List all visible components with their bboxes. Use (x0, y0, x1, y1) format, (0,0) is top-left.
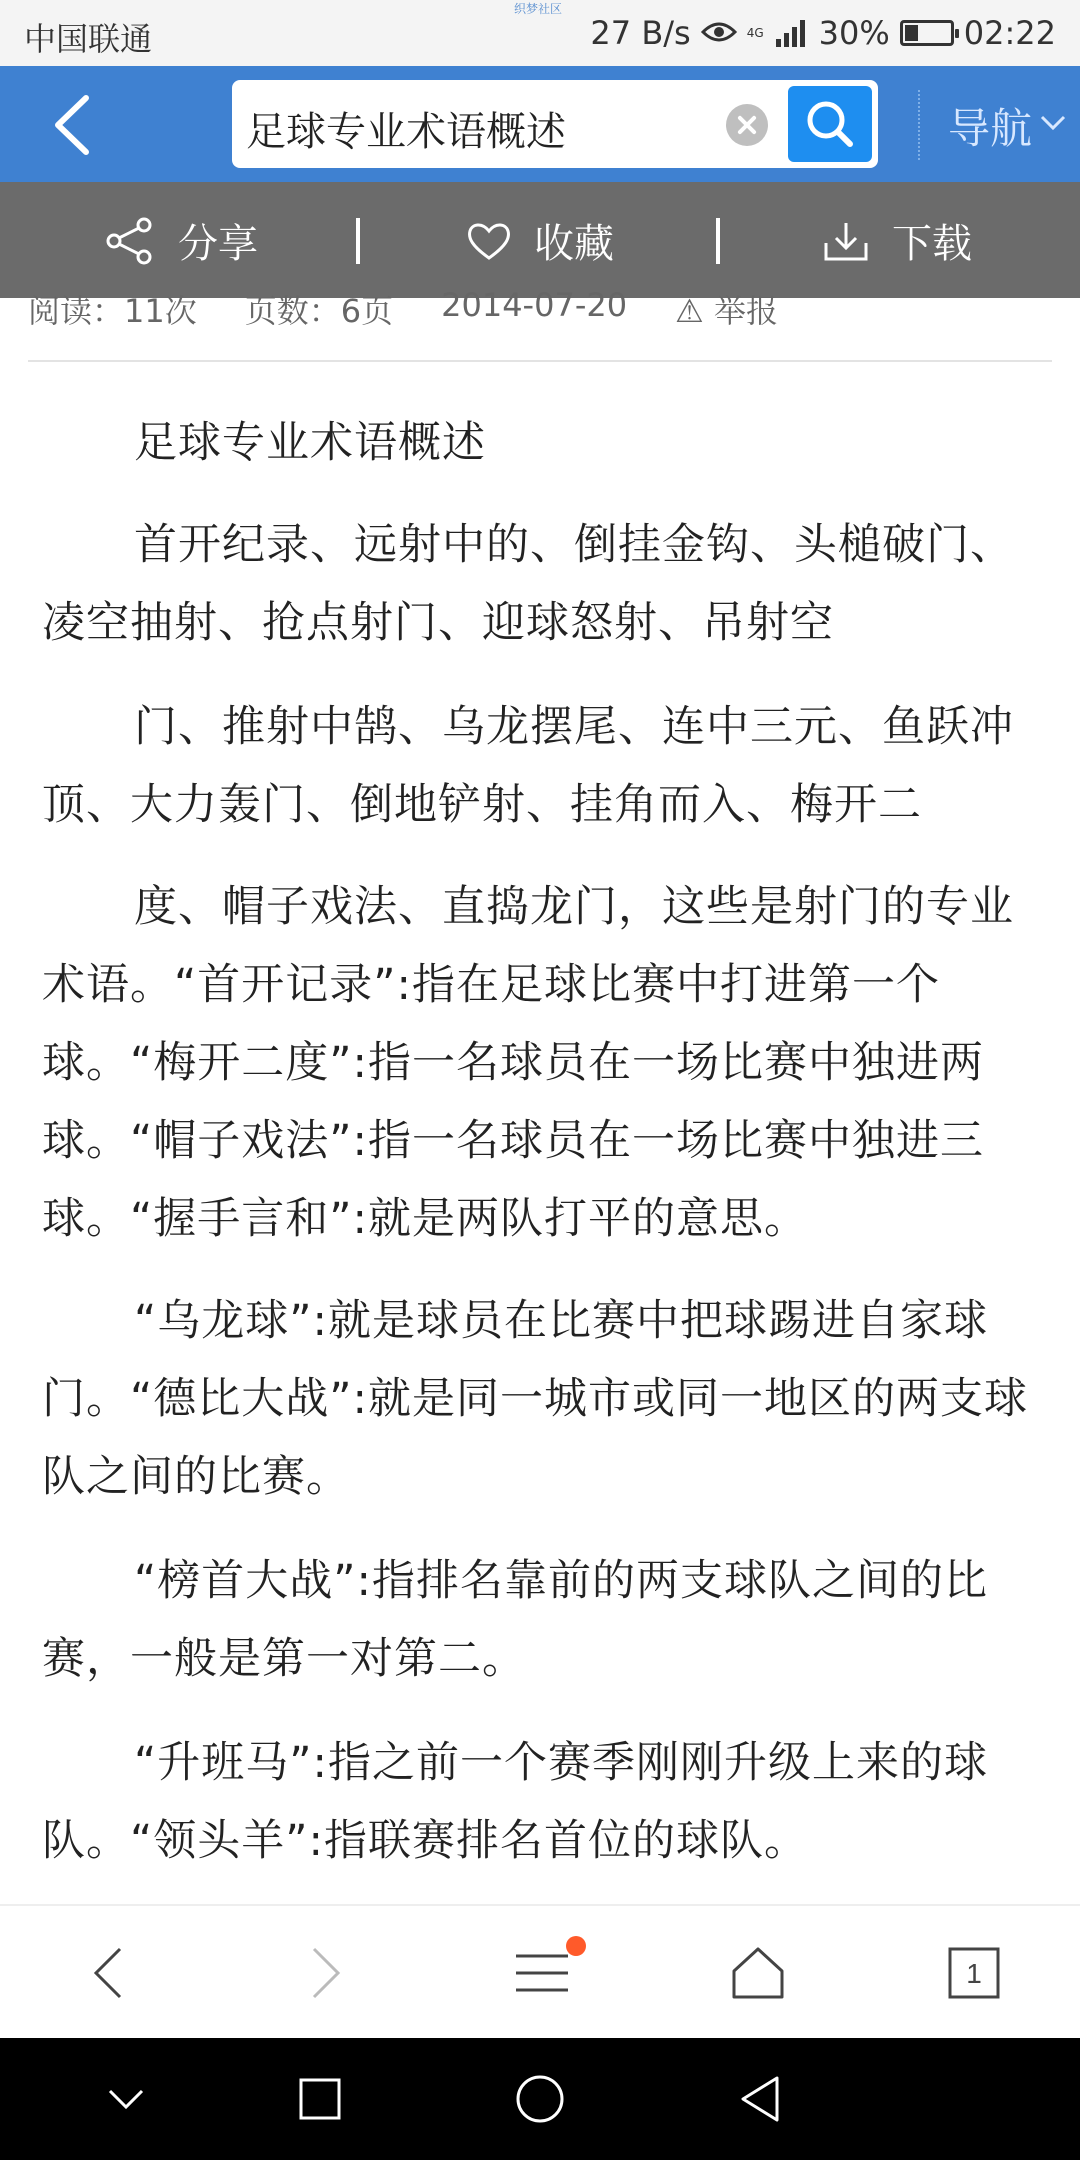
clock: 02:22 (963, 14, 1056, 52)
read-count: 阅读：11次 (28, 292, 197, 330)
article-paragraph: 门、推射中鹄、乌龙摆尾、连中三元、鱼跃冲顶、大力轰门、倒地铲射、挂角而入、梅开二 (42, 702, 1014, 830)
nav-menu-label[interactable]: 导航 (948, 104, 1033, 153)
share-icon (104, 216, 156, 266)
heart-icon (466, 220, 512, 262)
favorite-button[interactable] (466, 212, 614, 269)
share-label: 分享 (178, 221, 258, 267)
action-separator (716, 218, 720, 264)
notification-dot (566, 1936, 586, 1956)
home-icon (730, 1945, 786, 2001)
article-paragraph: “榜首大战”:指排名靠前的两支球队之间的比赛，一般是第一对第二。 (42, 1556, 989, 1684)
triangle-back-icon (737, 2074, 783, 2124)
watermark-text: 织梦社区 (514, 2, 563, 16)
clear-circle-icon[interactable] (726, 104, 768, 146)
chevron-right-icon (306, 1943, 346, 2003)
tabs-icon (946, 1945, 1002, 2001)
browser-toolbar (0, 1904, 1080, 2038)
battery-percent: 30% (818, 14, 890, 52)
system-nav-bar (0, 2038, 1080, 2160)
search-box[interactable] (232, 80, 878, 168)
article-title: 足球专业术语概述 (134, 418, 486, 468)
publish-date: 2014-07-20 (441, 286, 628, 324)
tab-count: 1 (966, 1958, 982, 1989)
browser-back-button[interactable] (48, 1906, 168, 2040)
page-count: 页数：6页 (244, 292, 394, 330)
carrier-name: 中国联通 (24, 20, 153, 58)
download-label: 下载 (892, 221, 972, 267)
menu-button[interactable] (482, 1906, 602, 2040)
chevron-left-icon (88, 1943, 128, 2003)
chevron-left-icon (44, 90, 104, 160)
home-button[interactable] (698, 1906, 818, 2040)
status-bar (0, 0, 1080, 66)
home-nav-button[interactable] (480, 2038, 600, 2160)
circle-icon (515, 2074, 565, 2124)
search-button[interactable] (788, 86, 872, 162)
chevron-down-icon[interactable] (1040, 114, 1066, 132)
search-input[interactable]: 足球专业术语概述 (246, 109, 566, 155)
net-speed: 27 B/s (590, 14, 691, 52)
download-icon (822, 219, 870, 263)
back-button[interactable] (44, 90, 104, 160)
square-icon (298, 2077, 342, 2121)
divider (28, 360, 1052, 362)
search-header (0, 66, 1080, 182)
recents-button[interactable] (260, 2038, 380, 2160)
article-paragraph: “乌龙球”:就是球员在比赛中把球踢进自家球门。“德比大战”:就是同一城市或同一地区的两支球队之间的比赛。 (42, 1296, 1029, 1502)
tabs-button[interactable] (914, 1906, 1034, 2040)
report-link[interactable]: ⚠ 举报 (675, 292, 778, 330)
article-paragraph: 首开纪录、远射中的、倒挂金钩、头槌破门、凌空抽射、抢点射门、迎球怒射、吊射空 (42, 520, 1014, 648)
signal-icon (776, 19, 805, 47)
nav-divider (918, 90, 920, 160)
eye-icon (701, 14, 737, 52)
article-paragraph: “升班马”:指之前一个赛季刚刚升级上来的球队。“领头羊”:指联赛排名首位的球队。 (42, 1738, 989, 1866)
article-paragraph: 度、帽子戏法、直捣龙门，这些是射门的专业术语。“首开记录”:指在足球比赛中打进第一个球。“梅开二度”:指一名球员在一场比赛中独进两球。“帽子戏法”:指一名球员在一场比赛中独进三球。“握手言和”:就是两队打平的意思。 (42, 882, 1014, 1244)
download-button[interactable] (822, 212, 972, 269)
doc-meta (28, 286, 778, 332)
search-icon (788, 86, 872, 162)
chevron-down-icon (106, 2087, 146, 2111)
battery-icon (900, 20, 954, 46)
favorite-label: 收藏 (534, 221, 614, 267)
share-button[interactable] (104, 212, 258, 269)
browser-forward-button[interactable] (266, 1906, 386, 2040)
status-icons (590, 14, 1056, 52)
menu-icon (512, 1948, 572, 1998)
action-separator (356, 218, 360, 264)
hide-nav-button[interactable] (66, 2038, 186, 2160)
action-bar (0, 182, 1080, 298)
back-nav-button[interactable] (700, 2038, 820, 2160)
network-type: 4G (746, 26, 764, 40)
